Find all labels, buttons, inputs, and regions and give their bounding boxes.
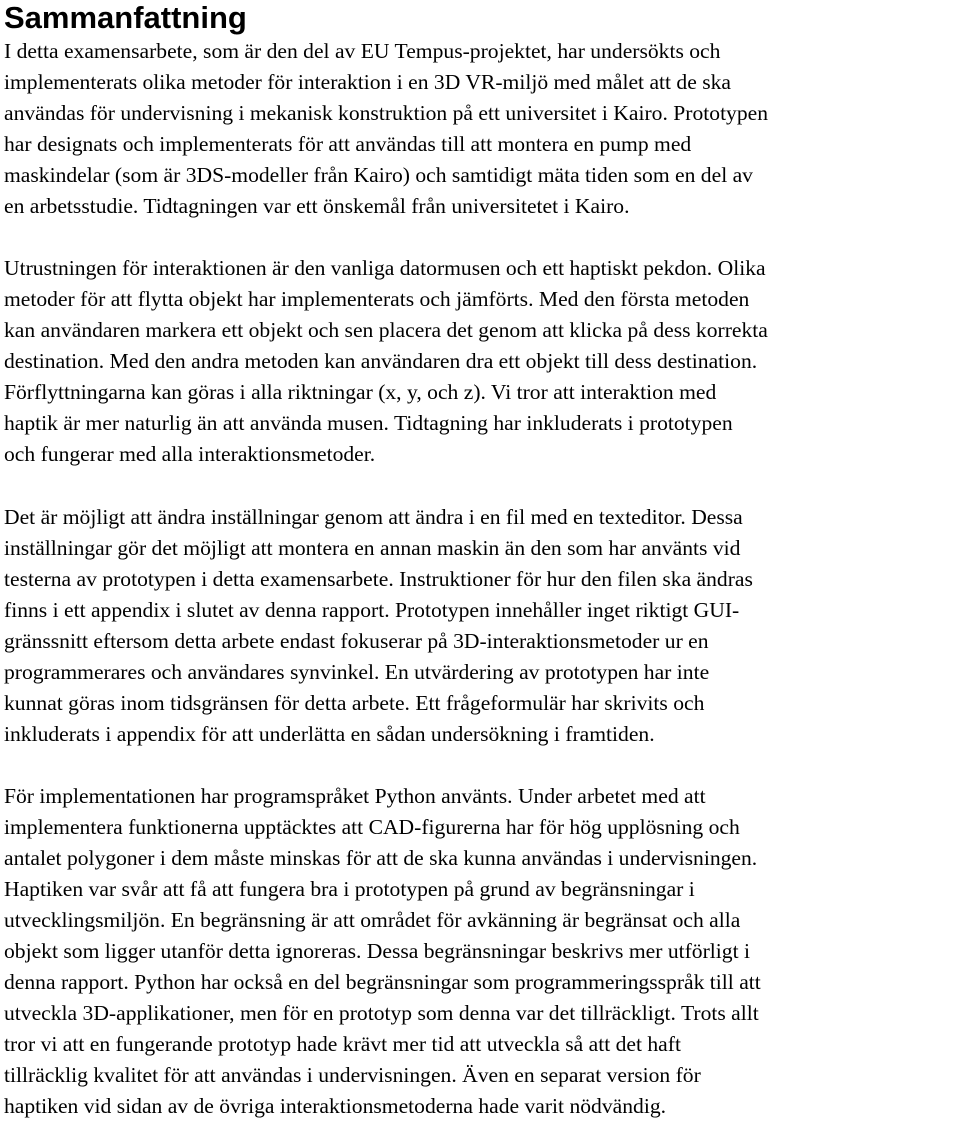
paragraph-line: implementerats olika metoder för interaktion i en 3D VR-miljö med målet att de ska <box>4 70 731 94</box>
paragraph-line: maskindelar (som är 3DS-modeller från Kairo) och samtidigt mäta tiden som en del av <box>4 163 753 187</box>
paragraph-line: kunnat göras inom tidsgränsen för detta arbete. Ett frågeformulär har skrivits och <box>4 691 705 715</box>
paragraph-line: kan användaren markera ett objekt och sen placera det genom att klicka på dess korrekta <box>4 318 768 342</box>
paragraph-line: utvecklingsmiljön. En begränsning är att området för avkänning är begränsat och alla <box>4 908 741 932</box>
paragraph-line: objekt som ligger utanför detta ignoreras. Dessa begränsningar beskrivs mer utförligt i <box>4 939 750 963</box>
paragraph-line: utveckla 3D-applikationer, men för en prototyp som denna var det tillräckligt. Trots allt <box>4 1001 759 1025</box>
paragraph-line: metoder för att flytta objekt har implementerats och jämförts. Med den första metoden <box>4 287 750 311</box>
paragraph-line: och fungerar med alla interaktionsmetoder. <box>4 442 376 466</box>
paragraph-line: denna rapport. Python har också en del begränsningar som programmeringsspråk till att <box>4 970 761 994</box>
paragraph-line: en arbetsstudie. Tidtagningen var ett önskemål från universitetet i Kairo. <box>4 194 630 218</box>
paragraph-line: testerna av prototypen i detta examensarbete. Instruktioner för hur den filen ska ändras <box>4 567 753 591</box>
paragraph-line: implementera funktionerna upptäcktes att CAD-figurerna har för hög upplösning och <box>4 815 740 839</box>
paragraph-line: Utrustningen för interaktionen är den vanliga datormusen och ett haptiskt pekdon. Olika <box>4 256 766 280</box>
paragraph-line: användas för undervisning i mekanisk konstruktion på ett universitet i Kairo. Prototypen <box>4 101 769 125</box>
paragraph-line: finns i ett appendix i slutet av denna rapport. Prototypen innehåller inget riktigt GUI- <box>4 598 740 622</box>
paragraph-line: Det är möjligt att ändra inställningar genom att ändra i en fil med en texteditor. Dessa <box>4 505 743 529</box>
paragraph-line: programmerares och användares synvinkel. En utvärdering av prototypen har inte <box>4 660 710 684</box>
paragraph-line: inkluderats i appendix för att underlätta en sådan undersökning i framtiden. <box>4 722 655 746</box>
paragraph-line: inställningar gör det möjligt att montera en annan maskin än den som har använts vid <box>4 536 741 560</box>
paragraph-line: tror vi att en fungerande prototyp hade krävt mer tid att utveckla så att det haft <box>4 1032 681 1056</box>
paragraph-line: har designats och implementerats för att användas till att montera en pump med <box>4 132 692 156</box>
paragraph-line: gränssnitt eftersom detta arbete endast fokuserar på 3D-interaktionsmetoder ur en <box>4 629 709 653</box>
paragraph-line: Förflyttningarna kan göras i alla riktningar (x, y, och z). Vi tror att interaktion med <box>4 380 717 404</box>
paragraph-line: haptik är mer naturlig än att använda musen. Tidtagning har inkluderats i prototypen <box>4 411 733 435</box>
paragraph-line: haptiken vid sidan av de övriga interaktionsmetoderna hade varit nödvändig. <box>4 1094 667 1118</box>
paragraph-line: antalet polygoner i dem måste minskas för att de ska kunna användas i undervisningen. <box>4 846 758 870</box>
paragraph-line: Haptiken var svår att få att fungera bra i prototypen på grund av begränsningar i <box>4 877 695 901</box>
page-title: Sammanfattning <box>4 0 247 35</box>
paragraph-line: I detta examensarbete, som är den del av EU Tempus-projektet, har undersökts och <box>4 39 721 63</box>
paragraph-line: För implementationen har programspråket Python använts. Under arbetet med att <box>4 784 706 808</box>
paragraph-line: tillräcklig kvalitet för att användas i undervisningen. Även en separat version för <box>4 1063 701 1087</box>
paragraph-line: destination. Med den andra metoden kan användaren dra ett objekt till dess destination. <box>4 349 758 373</box>
